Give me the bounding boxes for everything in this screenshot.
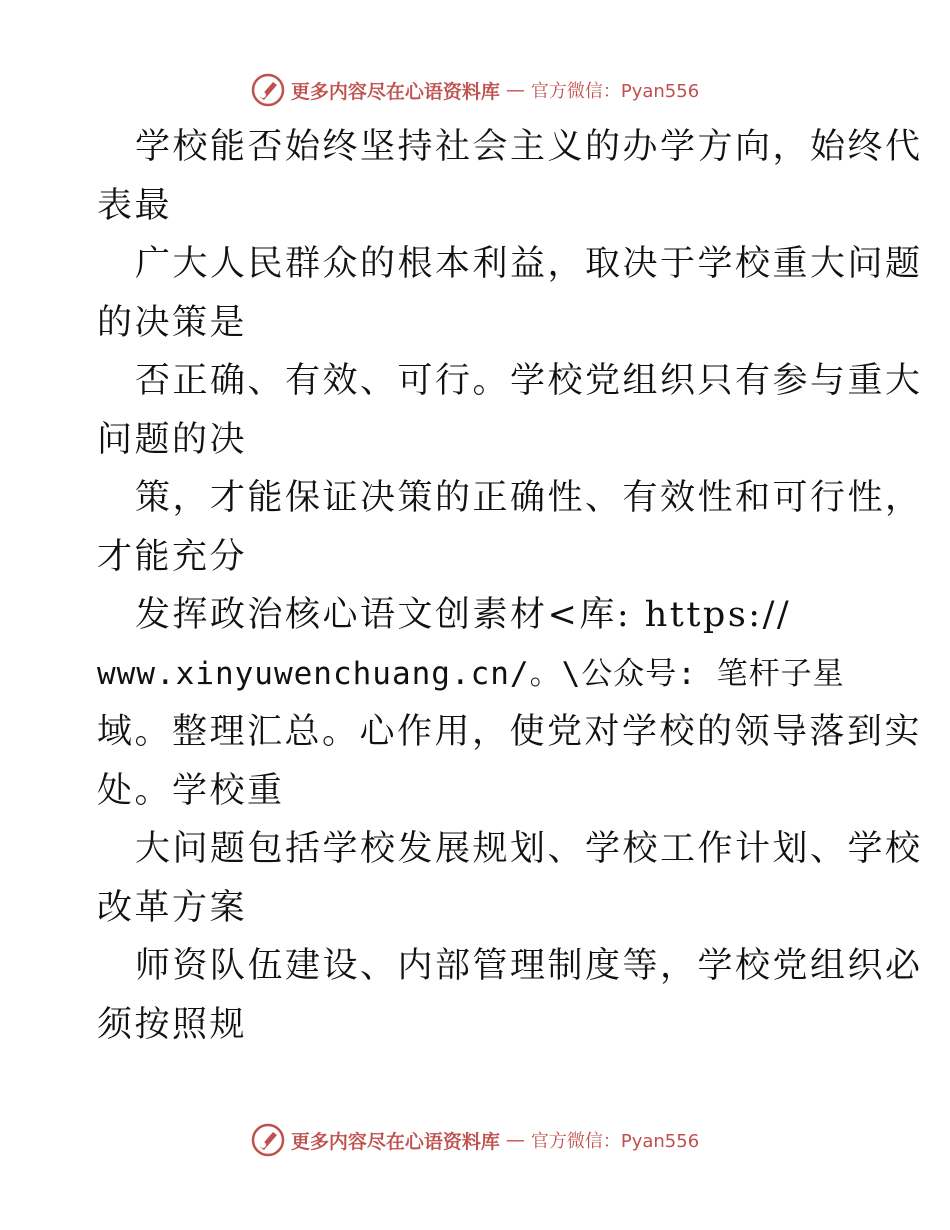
text-line: 问题的决 — [97, 419, 248, 460]
footer-watermark-banner — [0, 1120, 950, 1160]
text-line: 处。学校重 — [97, 770, 285, 811]
text-line: 的决策是 — [97, 302, 248, 343]
text-line: 发挥政治核心语文创素材<库: https:// — [135, 595, 792, 635]
text-line: 学校能否始终坚持社会主义的办学方向，始终代 — [135, 127, 923, 167]
banner-wechat: 官方微信：Pyan556 — [530, 1131, 700, 1152]
banner-text: 更多内容尽在心语资料库 — [290, 80, 500, 103]
text-line: 域。整理汇总。心作用，使党对学校的领导落到实 — [97, 712, 923, 752]
banner-dash: — — [505, 79, 525, 101]
text-line: 改革方案 — [97, 887, 248, 928]
text-line: 才能充分 — [97, 536, 248, 577]
text-line: 须按照规 — [97, 1004, 248, 1045]
banner-dash: — — [505, 1129, 525, 1151]
text-line: 广大人民群众的根本利益，取决于学校重大问题 — [135, 244, 923, 284]
text-line: 策，才能保证决策的正确性、有效性和可行性， — [135, 478, 923, 518]
text-line: 否正确、有效、可行。学校党组织只有参与重大 — [135, 361, 923, 401]
text-line: 师资队伍建设、内部管理制度等，学校党组织必 — [135, 946, 923, 986]
text-line: 大问题包括学校发展规划、学校工作计划、学校 — [135, 829, 923, 869]
text-line: 表最 — [97, 185, 173, 226]
header-watermark-banner — [0, 70, 950, 110]
document-body — [97, 118, 923, 1054]
pen-seal-logo-icon — [251, 73, 285, 107]
pen-seal-logo-icon — [251, 1123, 285, 1157]
text-line-url: www.xinyuwenchuang.cn/。\公众号: 笔杆子星 — [97, 655, 845, 692]
banner-wechat: 官方微信：Pyan556 — [530, 81, 700, 102]
banner-text: 更多内容尽在心语资料库 — [290, 1130, 500, 1153]
